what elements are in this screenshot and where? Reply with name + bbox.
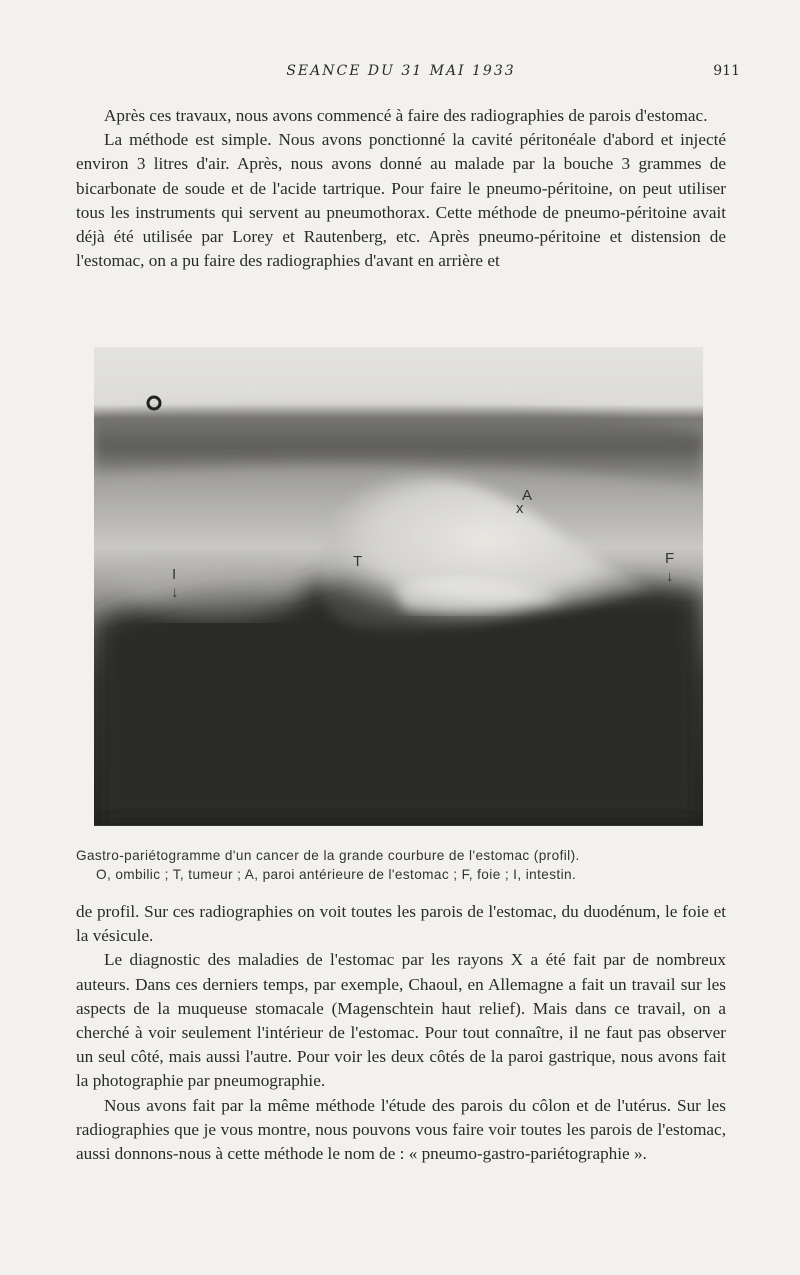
radiograph-image <box>94 347 703 825</box>
page-number: 911 <box>713 63 740 79</box>
marker-a-cross: x <box>516 500 524 517</box>
marker-a: A <box>522 487 533 504</box>
paragraph: Le diagnostic des maladies de l'estomac par les rayons X a été fait par de nombreux auteurs. Dans ces derniers temps, par exemple, Chaoul, en Allemagne a fait un travail sur les aspects de la muqueuse stomacale (Magenschtein haut relief). Mais dans ce travail, on a cherché à voir seulement l'intérieur de l'estomac. Pour tout connaître, il ne faut pas observer un seul côté, mais aussi l'autre. Pour voir les deux côtés de la paroi gastrique, nous avons fait la photographie par pneumographie. <box>76 950 726 1091</box>
paragraph: La méthode est simple. Nous avons ponctionné la cavité péritonéale d'abord et injecté environ 3 litres d'air. Après, nous avons donné au malade par la bouche 3 grammes de bicarbonate de soude et de l'acide tartrique. Pour faire le pneumo-péritoine, on peut utiliser tous les instruments qui servent au pneumothorax. Cette méthode de pneumo-péritoine avait déjà été utilisée par Lorey et Rautenberg, etc. Après pneumo-péritoine et distension de l'estomac, on a pu faire des radiographies d'avant en arrière et <box>76 130 726 271</box>
marker-i: I <box>172 566 177 583</box>
marker-i-arrow: ↓ <box>171 584 179 601</box>
paragraph: de profil. Sur ces radiographies on voit toutes les parois de l'estomac, du duodénum, le foie et la vésicule. <box>76 902 726 946</box>
paragraph: Après ces travaux, nous avons commencé à faire des radiographies de parois d'estomac. <box>104 106 708 125</box>
body-text-top <box>76 104 726 273</box>
header-title: SEANCE DU 31 MAI 1933 <box>286 63 516 79</box>
figure-caption <box>76 846 728 884</box>
marker-f-arrow: ↓ <box>666 568 674 585</box>
marker-t: T <box>353 553 363 570</box>
body-text-bottom <box>76 900 726 1166</box>
caption-line: Gastro-pariétogramme d'un cancer de la grande courbure de l'estomac (profil). <box>76 848 580 863</box>
paragraph: Nous avons fait par la même méthode l'étude des parois du côlon et de l'utérus. Sur les radiographies que je vous montre, nous pouvons vous faire voir toutes les parois de l'estomac, aussi donnons-nous à cette méthode le nom de : « pneumo-gastro-pariétographie ». <box>76 1095 726 1164</box>
running-header <box>76 63 740 87</box>
marker-f: F <box>665 550 675 567</box>
caption-legend: O, ombilic ; T, tumeur ; A, paroi antérieure de l'estomac ; F, foie ; I, intestin. <box>96 867 577 882</box>
radiograph-figure <box>94 347 703 826</box>
